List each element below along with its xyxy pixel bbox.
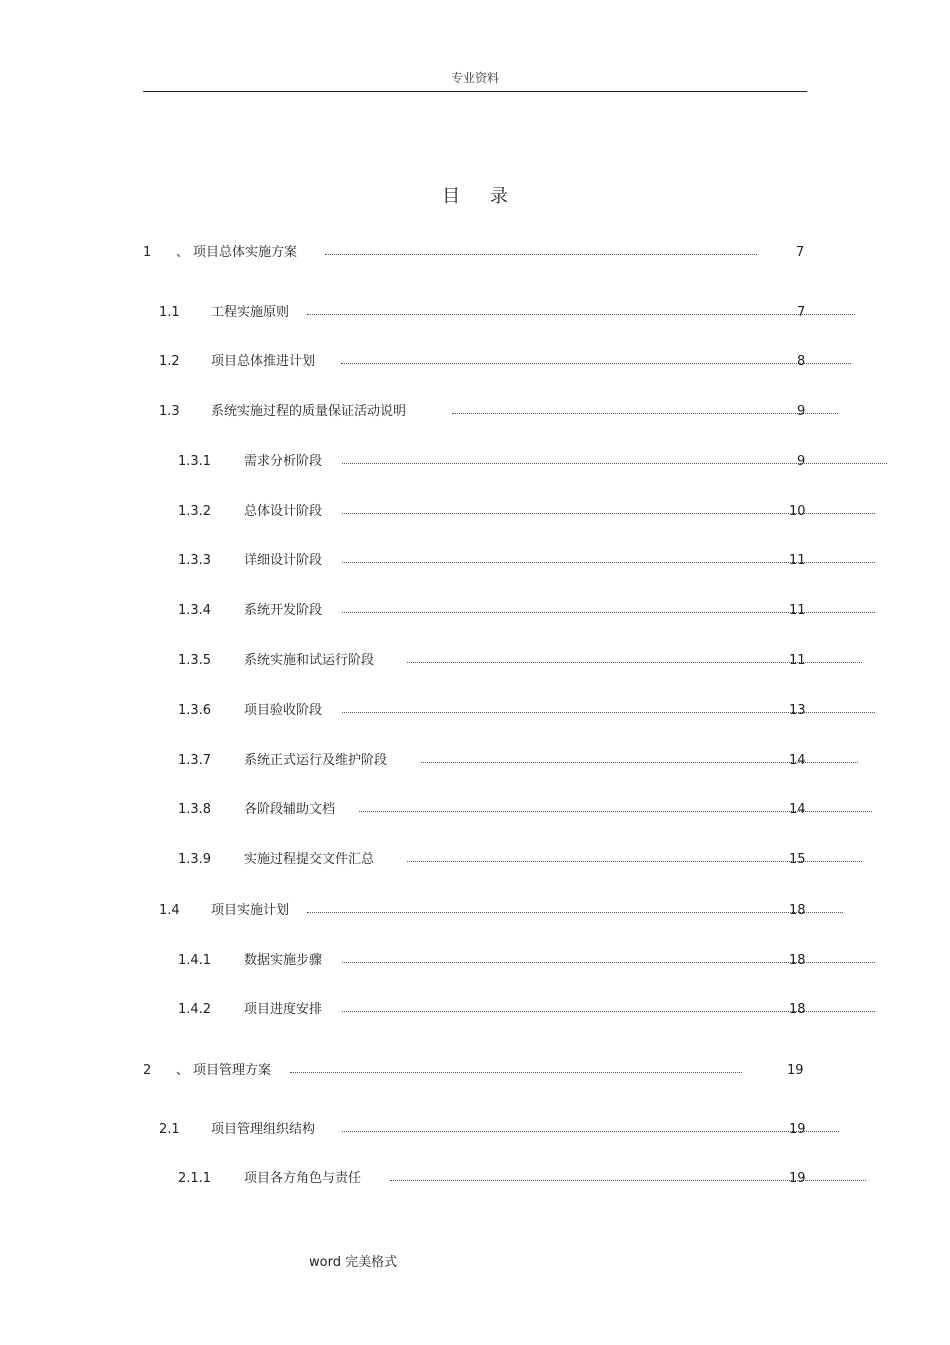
toc-entry-number: 1.3.7 [178,753,212,768]
toc-entry-title: 系统开发阶段 [244,603,323,618]
toc-entry-separator: 、 [176,245,190,260]
toc-entry-1-3-7[interactable] [0,752,950,770]
toc-entry-title: 数据实施步骤 [244,953,323,968]
toc-entry-separator: 、 [176,1063,190,1078]
toc-entry-page-number: 11 [789,553,806,568]
toc-entry-title: 项目总体推进计划 [211,354,316,369]
toc-entry-page-number: 10 [789,504,806,519]
toc-entry-2-1[interactable] [0,1121,950,1139]
toc-entry-1-3-9[interactable] [0,851,950,869]
toc-entry-number: 1.4.1 [178,953,212,968]
toc-entry-number: 2 [143,1063,152,1078]
toc-entry-1-3-8[interactable] [0,801,950,819]
toc-entry-page-number: 7 [797,305,806,320]
page-footer: word 完美格式 [309,1255,398,1270]
toc-entry-number: 2.1.1 [178,1171,212,1186]
toc-entry-1-3-4[interactable] [0,602,950,620]
toc-entry-title: 各阶段辅助文档 [244,802,336,817]
toc-entry-number: 1.3.4 [178,603,212,618]
toc-entry-1-3[interactable] [0,403,950,421]
toc-entry-number: 1.3.9 [178,852,212,867]
toc-entry-1-4-1[interactable] [0,952,950,970]
toc-entry-page-number: 9 [797,454,806,469]
page-header: 专业资料 [450,71,499,85]
toc-entry-title: 系统实施和试运行阶段 [244,653,375,668]
toc-entry-title: 项目进度安排 [244,1002,323,1017]
toc-entry-number: 2.1 [159,1122,180,1137]
header-divider [143,91,807,92]
toc-entry-title: 工程实施原则 [211,305,290,320]
toc-entry-1-1[interactable] [0,304,950,322]
toc-entry-page-number: 11 [789,653,806,668]
toc-entry-1-4[interactable] [0,902,950,920]
toc-entry-number: 1.3.6 [178,703,212,718]
toc-entry-1-3-3[interactable] [0,552,950,570]
toc-entry-number: 1.3.1 [178,454,212,469]
toc-entry-1-3-2[interactable] [0,503,950,521]
toc-title: 目 录 [442,186,520,207]
toc-entry-number: 1 [143,245,152,260]
toc-entry-page-number: 11 [789,603,806,618]
toc-entry-number: 1.2 [159,354,180,369]
toc-entry-number: 1.3.3 [178,553,212,568]
toc-entry-title: 详细设计阶段 [244,553,323,568]
toc-entry-page-number: 13 [789,703,806,718]
toc-dot-leader [341,363,851,364]
toc-entry-title: 项目总体实施方案 [193,245,298,260]
toc-entry-page-number: 7 [796,245,805,260]
toc-entry-page-number: 18 [789,903,806,918]
toc-entry-page-number: 18 [789,953,806,968]
toc-entry-page-number: 15 [789,852,806,867]
toc-entry-1-3-5[interactable] [0,652,950,670]
toc-entry-number: 1.3 [159,404,180,419]
toc-entry-page-number: 18 [789,1002,806,1017]
toc-entry-title: 系统实施过程的质量保证活动说明 [211,404,407,419]
toc-dot-leader [325,254,757,255]
toc-entry-title: 系统正式运行及维护阶段 [244,753,388,768]
toc-entry-title: 项目验收阶段 [244,703,323,718]
toc-entry-page-number: 19 [789,1171,806,1186]
toc-entry-title: 实施过程提交文件汇总 [244,852,375,867]
toc-entry-page-number: 9 [797,404,806,419]
toc-entry-1[interactable] [0,244,950,262]
toc-entry-1-4-2[interactable] [0,1001,950,1019]
toc-entry-title: 项目实施计划 [211,903,290,918]
toc-dot-leader [342,1131,839,1132]
toc-dot-leader [452,413,838,414]
toc-entry-1-3-1[interactable] [0,453,950,471]
toc-entry-1-2[interactable] [0,353,950,371]
toc-entry-number: 1.4.2 [178,1002,212,1017]
toc-entry-title: 需求分析阶段 [244,454,323,469]
toc-entry-number: 1.3.8 [178,802,212,817]
toc-entry-number: 1.3.2 [178,504,212,519]
toc-entry-2[interactable] [0,1062,950,1080]
toc-entry-number: 1.3.5 [178,653,212,668]
toc-entry-title: 总体设计阶段 [244,504,323,519]
toc-entry-page-number: 14 [789,802,806,817]
toc-entry-page-number: 14 [789,753,806,768]
toc-entry-title: 项目管理方案 [193,1063,272,1078]
toc-entry-2-1-1[interactable] [0,1170,950,1188]
toc-entry-number: 1.1 [159,305,180,320]
toc-dot-leader [307,912,843,913]
toc-entry-1-3-6[interactable] [0,702,950,720]
toc-entry-page-number: 8 [797,354,806,369]
toc-dot-leader [290,1072,742,1073]
toc-entry-title: 项目管理组织结构 [211,1122,316,1137]
toc-entry-number: 1.4 [159,903,180,918]
toc-entry-title: 项目各方角色与责任 [244,1171,362,1186]
toc-entry-page-number: 19 [787,1063,804,1078]
toc-dot-leader [307,314,855,315]
toc-entry-page-number: 19 [789,1122,806,1137]
